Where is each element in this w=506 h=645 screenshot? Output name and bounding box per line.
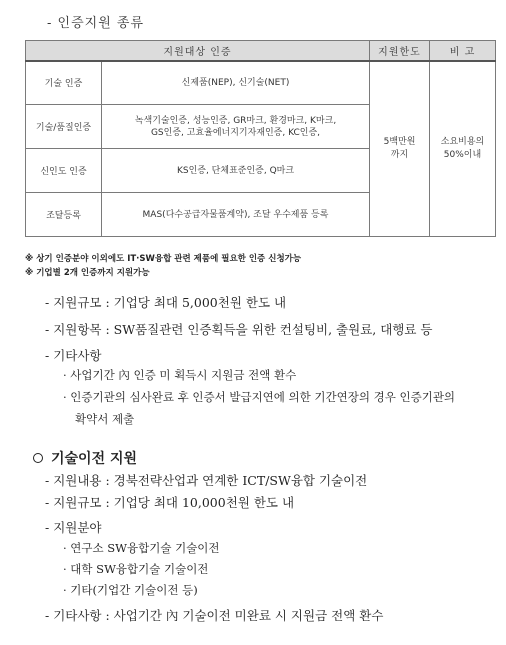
tech-transfer-field: · 대학 SW융합기술 기술이전 [63,562,209,576]
tech-transfer-field-title: - 지원분야 [45,520,102,535]
row-label: 기술 인증 [26,61,102,105]
header-note: 비 고 [430,41,496,61]
row-items: 신제품(NEP), 신기술(NET) [102,61,370,105]
row-items-line: GS인증, 고효율에너지기자재인증, KC인증, [150,127,321,138]
cert-other-item: · 사업기간 內 인증 미 획득시 지원금 전액 환수 [63,368,297,382]
row-items [102,105,370,149]
row-label: 기술/품질인증 [26,105,102,149]
section-title: - 인증지원 종류 [47,16,145,31]
tech-transfer-title: 기술이전 지원 [51,451,138,467]
support-limit-line: 5백만원 [383,136,416,147]
row-items-line: 녹색기술인증, 성능인증, GR마크, 환경마크, K마크, [134,115,337,126]
note-cell [430,61,496,237]
tech-transfer-field: · 연구소 SW융합기술 기술이전 [63,541,220,555]
support-limit-line: 까지 [390,149,409,160]
row-items: KS인증, 단체표준인증, Q마크 [102,149,370,193]
certification-table [25,40,496,237]
row-label: 신인도 인증 [26,149,102,193]
cert-other-item: · 인증기관의 심사완료 후 인증서 발급지연에 의한 기간연장의 경우 인증기관의 [63,390,456,404]
table-row [26,61,496,105]
circle-bullet-icon [33,453,43,463]
footnote: ※ 기업별 2개 인증까지 지원가능 [25,268,150,278]
tech-transfer-field: · 기타(기업간 기술이전 등) [63,583,198,597]
note-line: 50%이내 [443,149,482,160]
tech-transfer-other: - 기타사항 : 사업기간 內 기술이전 미완료 시 지원금 전액 환수 [45,608,384,623]
tech-transfer-heading [33,448,137,468]
header-target-cert: 지원대상 인증 [26,41,370,61]
footnote: ※ 상기 인증분야 이외에도 IT·SW융합 관련 제품에 필요한 인증 신청가능 [25,254,302,264]
tech-transfer-content: - 지원내용 : 경북전략산업과 연계한 ICT/SW융합 기술이전 [45,473,368,488]
support-limit-cell [370,61,430,237]
table-header-row [26,41,496,61]
row-items: MAS(다수공급자물품계약), 조달 우수제품 등록 [102,193,370,237]
cert-support-items: - 지원항목 : SW품질관련 인증획득을 위한 컨설팅비, 출원료, 대행료 등 [45,322,433,337]
header-limit: 지원한도 [370,41,430,61]
tech-transfer-scale: - 지원규모 : 기업당 최대 10,000천원 한도 내 [45,495,295,510]
note-line: 소요비용의 [440,136,485,147]
cert-other-title: - 기타사항 [45,348,102,363]
row-label: 조달등록 [26,193,102,237]
cert-other-item: 확약서 제출 [75,412,135,426]
cert-support-scale: - 지원규모 : 기업당 최대 5,000천원 한도 내 [45,295,287,310]
